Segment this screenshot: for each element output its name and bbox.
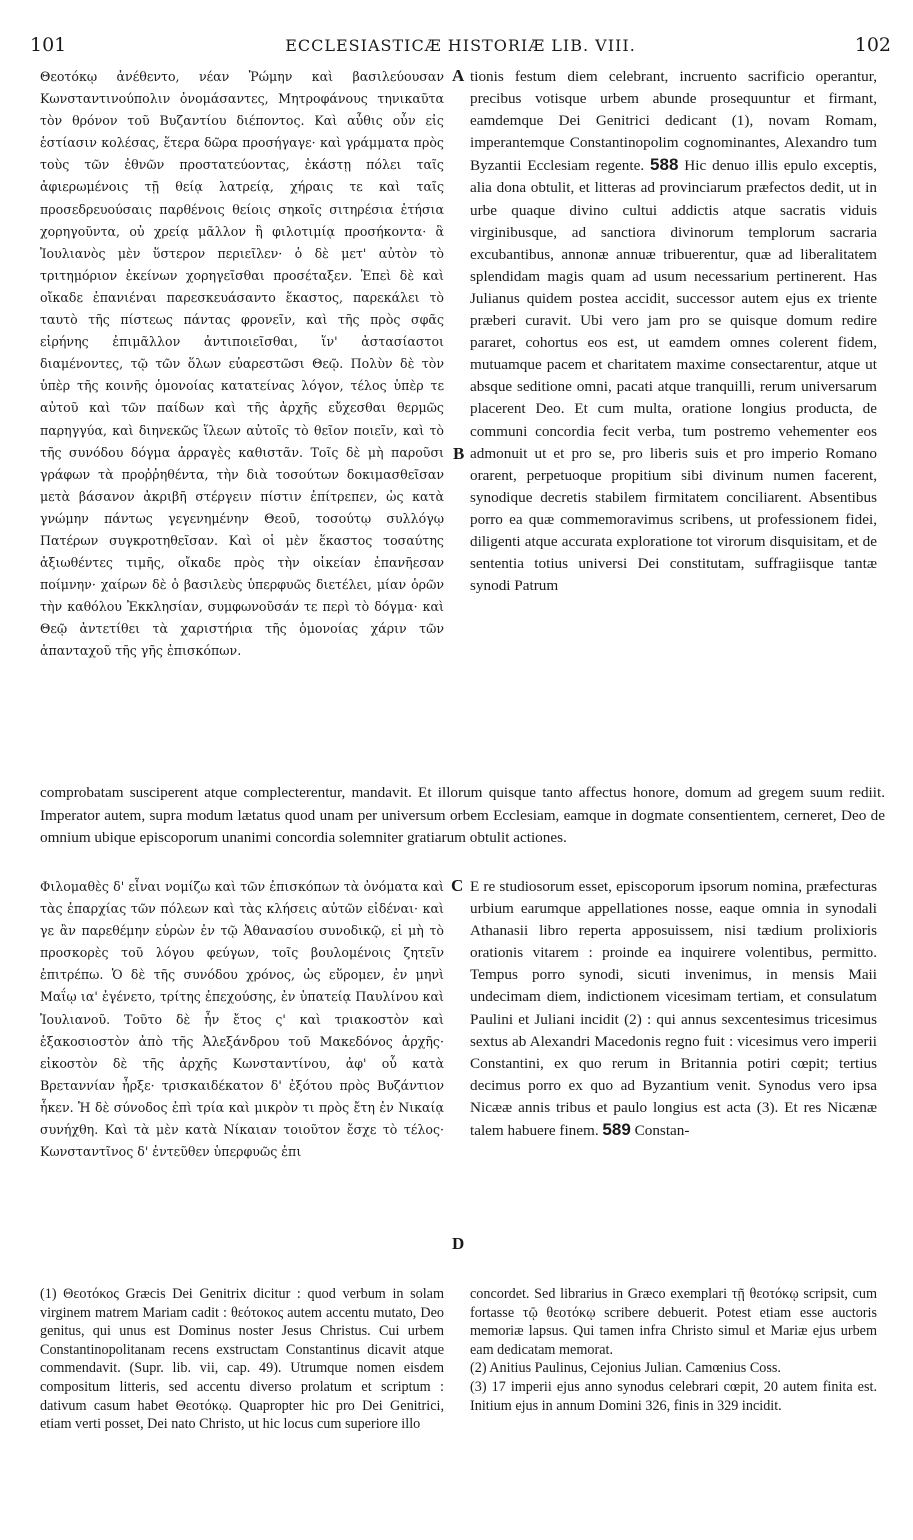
page-header bbox=[30, 34, 891, 60]
greek-text-block-2: Φιλομαθὲς δ' εἶναι νομίζω καὶ τῶν ἐπισκόπων τὰ ὀνόματα καὶ τὰς ἐπαρχίας τῶν πόλεων καὶ τὰς κλήσεις αὐτῶν εἰδέναι· καὶ γε ἂν παρεθέμην εὑρὼν ἐν τῷ Ἀθανασίου συνοδικῷ, εἰ μὴ τὸ προσκορὲς τοῦ λόγου φεύγων, τοῖς βουλομένοις ζητεῖν ἐπιτρέπω. Ὁ δὲ τῆς συνόδου χρόνος, ὡς εὕρομεν, ἐν μηνὶ Μαΐῳ ια' ἐγένετο, τρίτης ἐπεχούσης, ἐν ὑπατείᾳ Παυλίνου καὶ Ἰουλιανοῦ. Τοῦτο δὲ ἦν ἔτος ς' καὶ τριακοστὸν καὶ ἑξακοσιοστὸν ἀπὸ τῆς Ἀλεξάνδρου τοῦ Μακεδόνος ἀρχῆς· εἰκοστὸν δὲ τῆς ἀρχῆς Κωνσταντίνου, ἀφ' οὗ κατὰ Βρεταννίαν ἦρξε· τρισκαιδέκατον δ' ἐξότου πρὸς Βυζάντιον ἧκεν. Ἡ δὲ σύνοδος ἐπὶ τρία καὶ μικρὸν τι πρὸς ἔτη ἐν Νικαίᾳ συνήχθη. Καὶ τὰ μὲν κατὰ Νίκαιαν τοιοῦτον ἔσχε τὸ τέλος· Κωνσταντῖνος δ' ἐντεῦθεν ὑπερφυῶς ἐπι bbox=[40, 879, 444, 1160]
footnote-1-continued: concordet. Sed librarius in Græco exemplari τῇ θεοτόκῳ scripsit, cum fortasse τῷ θεοτόκῳ scribere debuerit. Potest etiam esse auctoris memoriæ lapsus. Qui tamen infra Christo simul et Mariæ ejus urbem eam dedicatam memorat. bbox=[470, 1286, 877, 1358]
margin-number-589: 589 bbox=[602, 1120, 631, 1140]
margin-number-588: 588 bbox=[650, 155, 679, 175]
latin-text-block-2 bbox=[470, 876, 877, 1142]
latin-text-block-1 bbox=[470, 66, 877, 597]
footnotes-right-column bbox=[470, 1285, 877, 1415]
greek-text-block-1: Θεοτόκῳ ἀνέθεντο, νέαν Ῥώμην καὶ βασιλεύουσαν Κωνσταντινούπολιν ὀνομάσαντες, Μητροφάνους τηνικαῦτα τὸν θρόνον τοῦ Βυζαντίου διέποντος. Καὶ αὖθις οὖν εἰς ἑστίασιν κολέσας, ἕτερα δῶρα προσήγαγε· καὶ γράμματα πρὸς τοὺς τῶν ἐθνῶν προστατεύοντας, ἑκάστῃ πόλει ταῖς ἀφιερωμένοις τῇ θείᾳ λατρείᾳ, χήραις τε καὶ ταῖς προσεδρευούσαις παρθένοις θείοις σηκοῖς σιτηρέσια ἐτήσια χορηγοῦντα, οὐ χρείᾳ μᾶλλον ἢ φιλοτιμίᾳ προσήκοντα· ἃ Ἰουλιανὸς μὲν ὕστερον περιεῖλεν· ὁ δὲ μετ' αὐτὸν τὸ τριτημόριον ἐκείνων χορηγεῖσθαι προσέταξεν. Ἐπεὶ δὲ καὶ οἴκαδε ἐπανιέναι παρεσκευάσαντο ἕκαστος, παρεκάλει τὸ ταυτὸ τῆς πίστεως πάντας φρονεῖν, καὶ τῆς πρὸς σφᾶς εἰρήνης ἐπιμᾶλλον ἀντιποιεῖσθαι, ἵν' ἀστασίαστοι διαμένοντες, τῷ τῶν ὅλων εὐαρεστῶσι Θεῷ. Πολὺν δὲ τὸν ὑπὲρ τῆς κοινῆς ὁμονοίας κατατείνας λόγον, τέλος ὑπὲρ τε αὐτοῦ καὶ τῶν παίδων καὶ τῆς ἀρχῆς εὔχεσθαι θερμῶς παρηγγύα, καὶ διηνεκῶς ἵλεων αὐτοῖς τὸ θεῖον ποιεῖν, καὶ τὸ τῆς συνόδου δόγμα ἀρραγὲς καθιστᾶν. Τοῖς δὲ μὴ παροῦσι γράφων τὰ προῤῥηθέντα, τὴν διὰ τοσούτων δοκιμασθεῖσαν μετὰ βάσανον ἀκριβῆ στέργειν πίστιν ἐπίτρεπεν, ὡς κατὰ γνώμην πάντως γεγενημένην Θεοῦ, τοσούτῳ συλλόγῳ Πατέρων συγκροτηθεῖσαν. Καὶ οἱ μὲν ἕκαστος τοσαύτης ἀξιωθέντες τιμῆς, οἴκαδε πρὸς τὴν οἰκείαν ἐπανῆεσαν ποίμνην· χαίρων δὲ ὁ βασιλεὺς ὑπερφυῶς διετέλει, μίαν ὁρῶν τὴν καθόλου Ἐκκλησίαν, συμφωνοῦσάν τε περὶ τὸ δόγμα· καὶ Θεῷ ἀντετίθει τὰ χαριστήρια τῆς ὁμονοίας χάριν τῶν ἁπανταχοῦ τῆς γῆς ἐπισκόπων. bbox=[40, 69, 444, 659]
running-head: ECCLESIASTICÆ HISTORIÆ LIB. VIII. bbox=[285, 36, 636, 55]
latin-text-1a: tionis festum diem celebrant, incruento sacrificio operantur, precibus votisque urbem abunde prosequuntur et firmant, eamdemque Dei Genitrici dedicant (1), novam Romam, imperantemque Constantinopolim cognominantes, Alexandro tum Byzantii Ecclesiam regente. bbox=[470, 68, 877, 175]
section-marker-b: B bbox=[453, 444, 465, 463]
section-marker-c: C bbox=[451, 876, 464, 895]
latin-text-2a: E re studiosorum esset, episcoporum ipsorum nomina, præfecturas urbium earumque appellationes nosse, eaque omnia in synodali Athanasii libro reperta apposuissem, nisi tædium prolixioris orationis vitarem : proinde ea inquirere volentibus, permitto. Tempus porro synodi, sicuti invenimus, in mensis Maii undecimam diem, indictionem vicesimam tertiam, et consulatum Paulini et Juliani incidit (2) : qui annus sexcentesimus tricesimus sextus ab Alexandri Macedonis regno fuit : vicesimus vero imperii Constantini, ex quo rerum in Britannia potiri cœpit; tertius decimus porro ex quo ad Byzantium venit. Synodus vero ipsa Nicææ annis tribus et paulo longius est acta (3). Et res Nicænæ talem habuere finem. bbox=[470, 878, 877, 1140]
section-marker-d: D bbox=[452, 1234, 465, 1253]
footnotes-left-column bbox=[40, 1285, 444, 1434]
latin-text-1b: Hic denuo illis epulo exceptis, alia dona obtulit, et litteras ad provinciarum præfectos dedit, ut in urbe quaque divino cultui addictis atque sacratis viduis virginibusque, ad sanctiora divinorum templorum sacraria excubantibus, annonæ annuæ tribuerentur, quæ ad liberalitatem splendidam magis quam ad usum necessarium pertinerent. Has Julianus quidem postea accidit, successor autem ejus ex triente præberi curavit. Ubi vero jam pro se quisque domum redire pararet, cohortus eos est, ut eamdem omnes colerent fidem, mutuamque pacem et charitatem maxime consectarentur, atque ut absque seditione omni, pacati atque tranquilli, rerum universarum placerent Deo. Et cum multa, oratione longius producta, de communi concordia fecit verba, tum postremo vehementer eos admonuit ut et pro se, pro liberis suis et pro imperio Romano orarent, perpetuoque propitium sibi divinum numen facerent, synodique decretis stabilem firmitatem conciliarent. Absentibus porro ea quæ commemoravimus scribens, ut professionem fidei, diligenti atque accurata exploratione tot virorum disquisitam, et de sententia totius universi Dei constitutam, suffragiisque tantæ synodi Patrum bbox=[470, 157, 877, 595]
footnote-2: (2) Anitius Paulinus, Cejonius Julian. Camœnius Coss. bbox=[470, 1360, 781, 1377]
page-number-right: 102 bbox=[854, 34, 891, 56]
footnote-3: (3) 17 imperii ejus anno synodus celebrari cœpit, 20 autem finita est. Initium ejus in annum Domini 326, finis in 329 incidit. bbox=[470, 1378, 877, 1414]
section-marker-a: A bbox=[452, 66, 465, 85]
page-number-left: 101 bbox=[30, 34, 67, 56]
latin-text-2b: Constan- bbox=[634, 1122, 690, 1140]
footnote-1: (1) Θεοτόκος Græcis Dei Genitrix dicitur : quod verbum in solam virginem matrem Mariam cadit : θεότοκος autem accentu mutato, Deo genitus, qui unus est Dominus noster Jesus Christus. Cui urbem Constantinopolitanam recens exstructam Constantinus dicavit atque commendavit. (Supr. lib. vii, cap. 49). Utrumque nomen eisdem compositum litteris, sed accentu diverso prolatum et scriptum : dativum casum habet Θεοτόκῳ. Quapropter hic pro Dei Genitrici, etiam verti posset, Dei nato Christo, ut hic locus cum superiore illo bbox=[40, 1286, 444, 1433]
full-width-latin-text: comprobatam susciperent atque complecterentur, mandavit. Et illorum quisque tanto affectus honore, domum ad gregem suum rediit. Imperator autem, supra modum lætatus quod unam per universum orbem Ecclesiam, eamque in dogmate consentientem, cerneret, Deo de omnium ubique episcoporum unanimi concordia solemniter gratiarum obtulit actiones. bbox=[40, 784, 885, 846]
